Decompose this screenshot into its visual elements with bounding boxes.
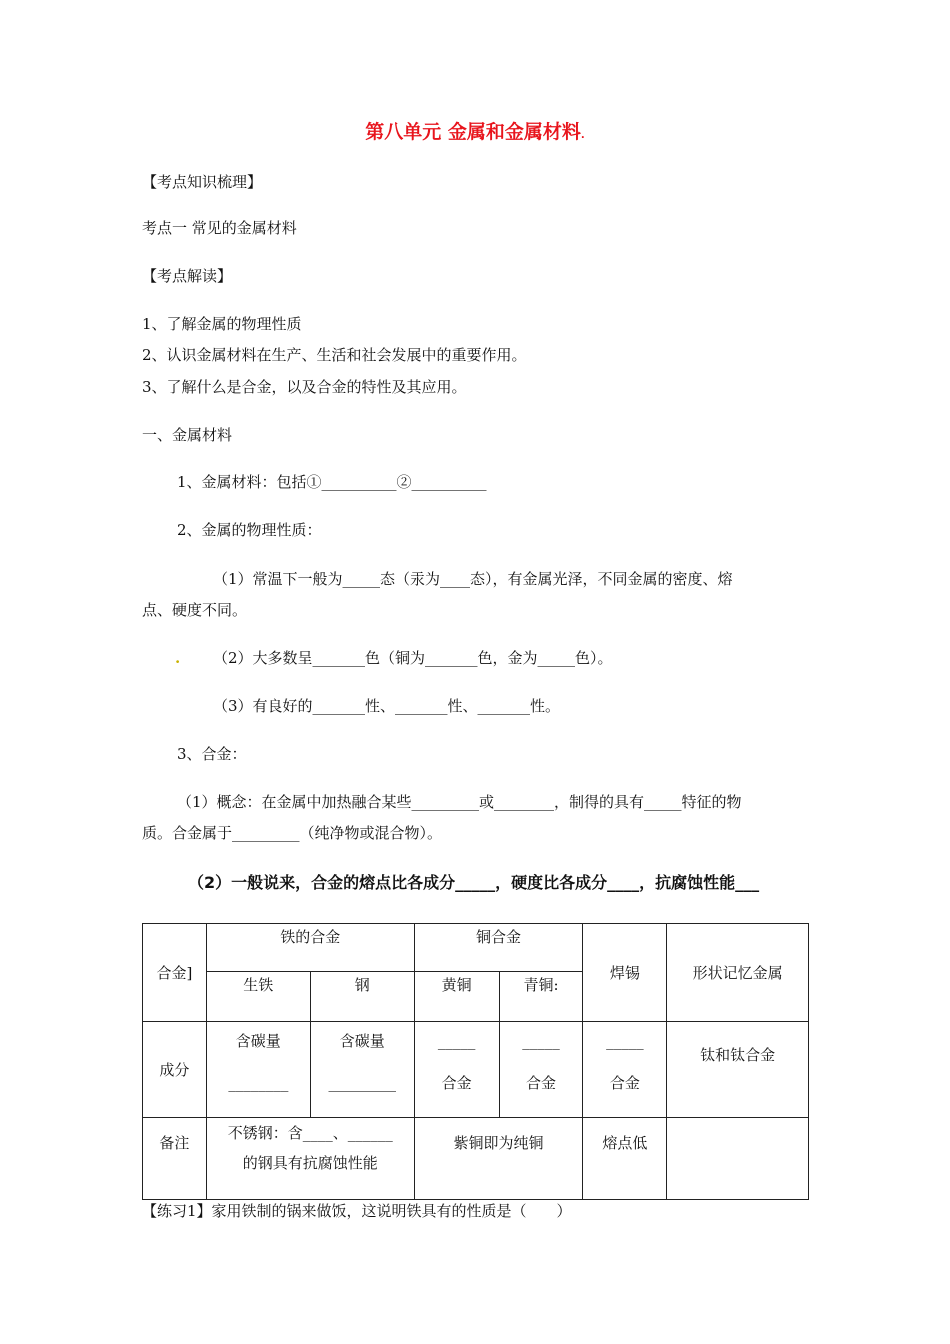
- exercise-question: 【练习1】家用铁制的锅来做饭，这说明铁具有的性质是（ ）: [142, 1202, 572, 1220]
- table-header-cell: 形状记忆金属: [667, 924, 809, 1022]
- table-header-cell: 焊锡: [583, 924, 667, 1022]
- question-line: 点、硬度不同。: [142, 601, 248, 619]
- table-cell: 紫铜即为纯铜: [414, 1118, 583, 1200]
- title-mark: .: [580, 130, 585, 141]
- question-line: 1、金属材料：包括①__________②__________: [177, 473, 487, 491]
- table-cell: _____ 合金: [499, 1022, 583, 1118]
- table-subheader-cell: 钢: [310, 972, 414, 1022]
- alloy-table: [142, 923, 809, 1200]
- interpret-header: 【考点解读】: [142, 267, 233, 285]
- section-heading: 一、金属材料: [142, 426, 233, 444]
- table-cell: 不锈钢：含____、______ 的钢具有抗腐蚀性能: [206, 1118, 414, 1200]
- table-row-label: 备注: [143, 1118, 207, 1200]
- table-subheader-cell: 生铁: [206, 972, 310, 1022]
- question-line: （2）大多数呈_______色（铜为_______色，金为_____色）。: [213, 649, 613, 667]
- title-text: 第八单元 金属和金属材料: [365, 121, 581, 143]
- table-cell: 含碳量 ________: [206, 1022, 310, 1118]
- knowledge-header: 【考点知识梳理】: [142, 173, 263, 191]
- table-cell: _____ 合金: [583, 1022, 667, 1118]
- topic-heading: 考点一 常见的金属材料: [142, 219, 297, 237]
- question-line: （3）有良好的_______性、_______性、_______性。: [213, 697, 561, 715]
- table-cell: _____ 合金: [414, 1022, 499, 1118]
- table-cell: 熔点低: [583, 1118, 667, 1200]
- question-line: 2、金属的物理性质：: [177, 521, 322, 539]
- table-header-cell: 合金]: [143, 924, 207, 1022]
- table-cell: [667, 1118, 809, 1200]
- table-row-label: 成分: [143, 1022, 207, 1118]
- question-line: （1）概念：在金属中加热融合某些_________或________，制得的具有_____特征的物: [177, 793, 742, 811]
- table-cell: 含碳量 _________: [310, 1022, 414, 1118]
- goal-item: 1、了解金属的物理性质: [142, 315, 302, 333]
- goal-item: 2、认识金属材料在生产、生活和社会发展中的重要作用。: [142, 346, 527, 364]
- question-line-bold: （2）一般说来，合金的熔点比各成分_____，硬度比各成分____，抗腐蚀性能___: [188, 873, 760, 892]
- question-line: 质。合金属于_________（纯净物或混合物）。: [142, 824, 443, 842]
- question-line: （1）常温下一般为_____态（汞为____态），有金属光泽，不同金属的密度、熔: [213, 570, 733, 588]
- page-title: [0, 117, 950, 144]
- question-line: 3、合金：: [177, 745, 247, 763]
- table-subheader-cell: 黄铜: [414, 972, 499, 1022]
- table-header-cell: 铜合金: [414, 924, 583, 972]
- table-subheader-cell: 青铜:: [499, 972, 583, 1022]
- table-header-cell: 铁的合金: [206, 924, 414, 972]
- bullet-mark: .: [175, 649, 181, 667]
- goal-item: 3、了解什么是合金，以及合金的特性及其应用。: [142, 378, 467, 396]
- table-cell: 钛和钛合金: [667, 1022, 809, 1118]
